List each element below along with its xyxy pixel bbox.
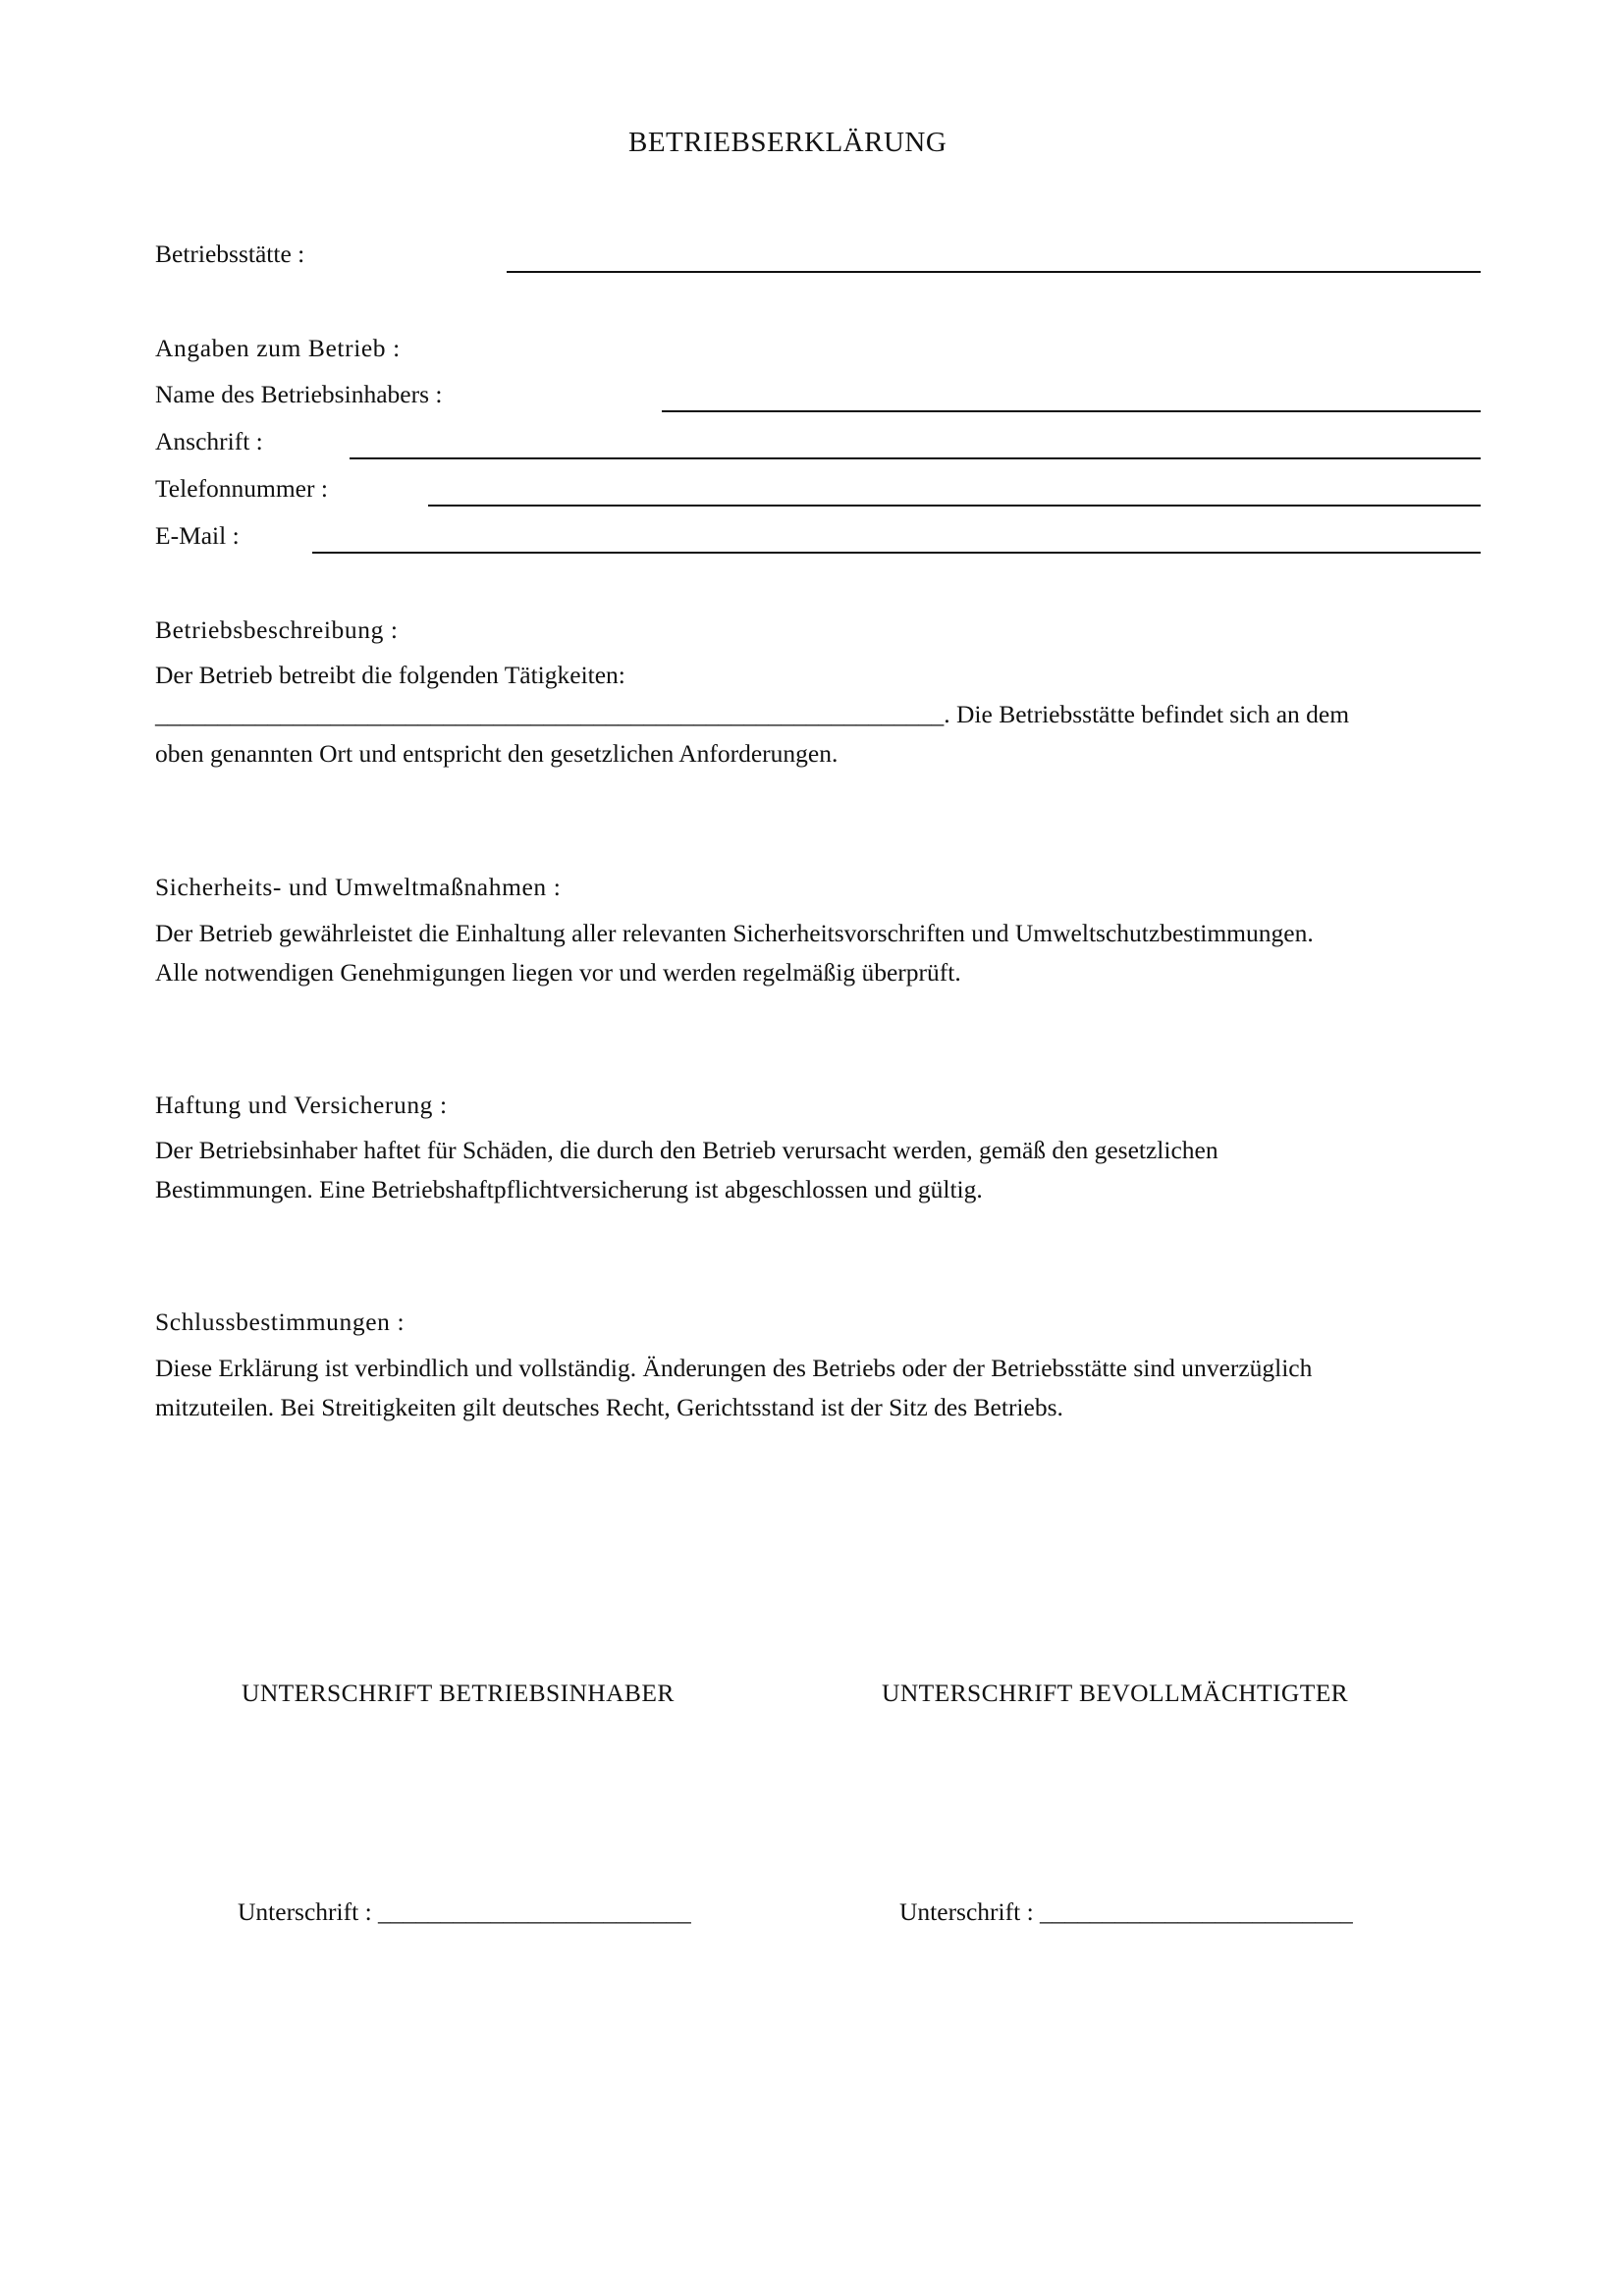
signature-line-authorized[interactable]: Unterschrift : _________________________ [899, 1897, 1353, 1926]
sicherheit-line-1: Der Betrieb gewährleistet die Einhaltung aller relevanten Sicherheitsvorschriften und Umweltschutzbestimmungen. [155, 919, 1314, 947]
beschreibung-text [155, 656, 1349, 774]
haftung-text [155, 1131, 1218, 1209]
beschreibung-heading: Betriebsbeschreibung : [155, 615, 399, 644]
signature-heading-owner: UNTERSCHRIFT BETRIEBSINHABER [242, 1679, 675, 1707]
telefon-label: Telefonnummer : [155, 474, 328, 503]
angaben-heading: Angaben zum Betrieb : [155, 334, 401, 362]
betriebsstaette-field-line[interactable] [507, 271, 1481, 273]
schluss-line-2: mitzuteilen. Bei Streitigkeiten gilt deutsches Recht, Gerichtsstand ist der Sitz des Betriebs. [155, 1393, 1063, 1421]
schluss-heading: Schlussbestimmungen : [155, 1308, 406, 1336]
haftung-heading: Haftung und Versicherung : [155, 1091, 448, 1119]
email-field-line[interactable] [312, 552, 1481, 554]
document-title: BETRIEBSERKLÄRUNG [628, 127, 947, 158]
name-field-line[interactable] [662, 410, 1481, 412]
signature-heading-authorized: UNTERSCHRIFT BEVOLLMÄCHTIGTER [882, 1679, 1349, 1707]
haftung-line-1: Der Betriebsinhaber haftet für Schäden, die durch den Betrieb verursacht werden, gemäß den gesetzlichen [155, 1136, 1218, 1164]
beschreibung-line-2: _______________________________________________________________. Die Betriebsstätte befindet sich an dem [155, 700, 1350, 728]
beschreibung-line-3: oben genannten Ort und entspricht den gesetzlichen Anforderungen. [155, 739, 839, 768]
telefon-field-line[interactable] [428, 505, 1481, 507]
sicherheit-line-2: Alle notwendigen Genehmigungen liegen vor und werden regelmäßig überprüft. [155, 958, 961, 987]
anschrift-field-line[interactable] [350, 457, 1481, 459]
sicherheit-text [155, 914, 1314, 992]
anschrift-label: Anschrift : [155, 427, 263, 455]
schluss-line-1: Diese Erklärung ist verbindlich und vollständig. Änderungen des Betriebs oder der Betriebsstätte sind unverzüglich [155, 1354, 1313, 1382]
email-label: E-Mail : [155, 521, 240, 550]
name-label: Name des Betriebsinhabers : [155, 380, 443, 408]
sicherheit-heading: Sicherheits- und Umweltmaßnahmen : [155, 873, 562, 901]
beschreibung-line-1: Der Betrieb betreibt die folgenden Tätigkeiten: [155, 661, 625, 689]
signature-line-owner[interactable]: Unterschrift : _________________________ [238, 1897, 691, 1926]
betriebsstaette-label: Betriebsstätte : [155, 240, 305, 268]
haftung-line-2: Bestimmungen. Eine Betriebshaftpflichtversicherung ist abgeschlossen und gültig. [155, 1175, 983, 1203]
schluss-text [155, 1349, 1312, 1427]
